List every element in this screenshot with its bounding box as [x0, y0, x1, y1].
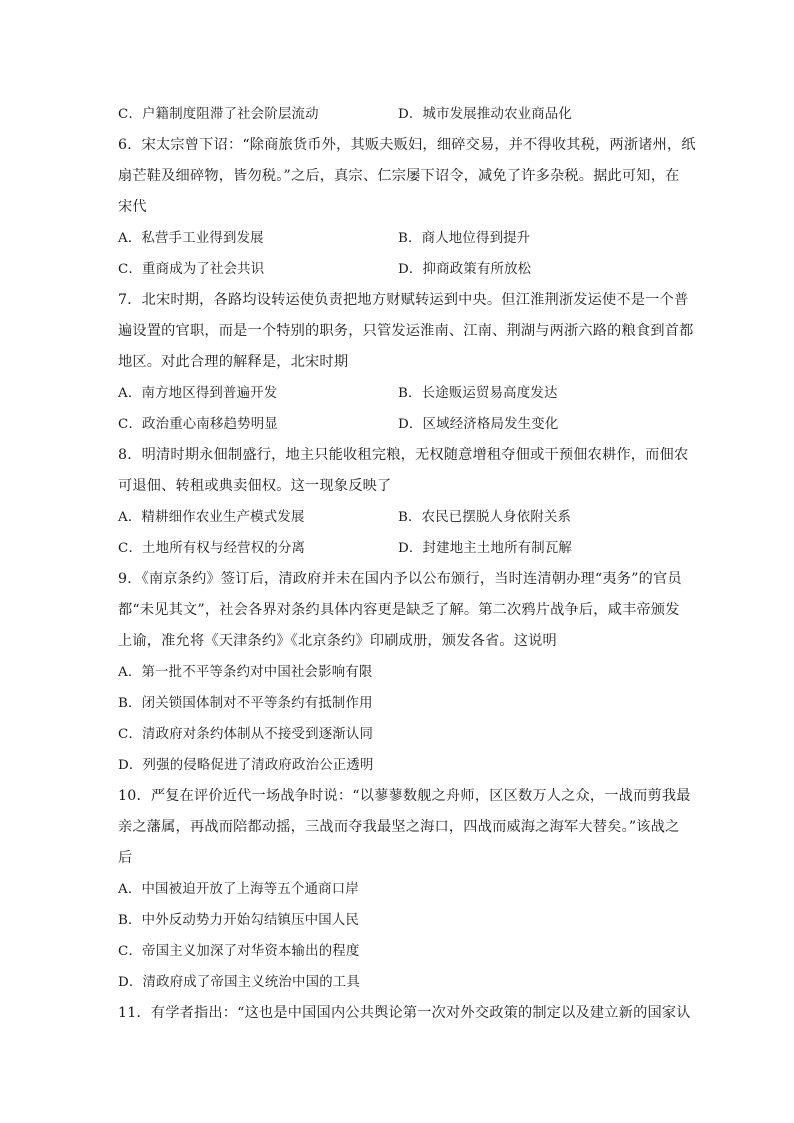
q8-option-c: C．土地所有权与经营权的分离	[118, 541, 306, 556]
q9-stem-line-2: 都“未见其文”，社会各界对条约具体内容更是缺乏了解。第二次鸦片战争后，咸丰帝颁发	[118, 602, 680, 618]
q6-stem-line-2: 扇芒鞋及细碎物，皆勿税。”之后，真宗、仁宗屡下诏令，减免了许多杂税。据此可知，在	[118, 168, 680, 184]
q8-option-b: B．农民已摆脱人身依附关系	[398, 510, 572, 525]
q10-option-b: B．中外反动势力开始勾结镇压中国人民	[118, 913, 360, 928]
q10-option-d: D．清政府成了帝国主义统治中国的工具	[118, 975, 360, 990]
q7-option-d: D．区域经济格局发生变化	[398, 417, 559, 432]
q10-option-c: C．帝国主义加深了对华资本输出的程度	[118, 944, 360, 959]
q10-stem-line-1: 10．严复在评价近代一场战争时说：“以蓼蓼数舰之舟师，区区数万人之众，一战而剪我最	[118, 788, 691, 804]
q6-option-b: B．商人地位得到提升	[398, 231, 531, 246]
q7-option-b: B．长途贩运贸易高度发达	[398, 386, 558, 401]
q6-stem-line-3: 宋代	[118, 199, 147, 215]
q7-option-a: A．南方地区得到普遍开发	[118, 386, 278, 401]
q6-option-d: D．抑商政策有所放松	[398, 262, 532, 277]
q6-option-c: C．重商成为了社会共识	[118, 262, 265, 277]
q6-options-ab	[118, 223, 678, 254]
q6-options-cd	[118, 254, 678, 285]
q7-option-c: C．政治重心南移趋势明显	[118, 417, 278, 432]
q7-options-cd	[118, 409, 678, 440]
q7-options-ab	[118, 378, 678, 409]
q9-option-a: A．第一批不平等条约对中国社会影响有限	[118, 665, 373, 680]
q8-stem-line-2: 可退佃、转租或典卖佃权。这一现象反映了	[118, 478, 392, 494]
q9-option-c: C．清政府对条约体制从不接受到逐渐认同	[118, 727, 374, 742]
q9-option-d: D．列强的侵略促进了清政府政治公正透明	[118, 758, 374, 773]
exam-page	[118, 99, 696, 1029]
q7-stem-line-1: 7．北宋时期，各路均设转运使负责把地方财赋转运到中央。但江淮荆浙发运使不是一个普	[118, 292, 689, 308]
q8-option-d: D．封建地主土地所有制瓦解	[398, 541, 573, 556]
q8-options-ab	[118, 502, 678, 533]
q9-option-b: B．闭关锁国体制对不平等条约有抵制作用	[118, 696, 373, 711]
q8-options-cd	[118, 533, 678, 564]
q10-stem-line-3: 后	[118, 850, 133, 866]
q10-stem-line-2: 亲之藩属，再战而陪都动摇，三战而夺我最坚之海口，四战而威海之海军大替矣。”该战之	[118, 819, 680, 835]
q6-stem-line-1: 6．宋太宗曾下诏：“除商旅货币外，其贩夫贩妇，细碎交易，并不得收其税，两浙诸州，纸	[118, 137, 696, 153]
q8-option-a: A．精耕细作农业生产模式发展	[118, 510, 305, 525]
q7-stem-line-2: 遍设置的官职，而是一个特别的职务，只管发运淮南、江南、荆湖与两浙六路的粮食到首都	[118, 323, 694, 339]
q9-stem-line-1: 9．《南京条约》签订后，清政府并未在国内予以公布颁行，当时连清朝办理“夷务”的官员	[118, 571, 682, 587]
q5-options-cd	[118, 99, 678, 130]
q11-stem-line-1: 11．有学者指出：“这也是中国国内公共舆论第一次对外交政策的制定以及建立新的国家认	[118, 1005, 691, 1021]
q5-option-c: C．户籍制度阻滞了社会阶层流动	[118, 107, 319, 122]
q9-stem-line-3: 上谕，准允将《天津条约》《北京条约》印刷成册，颁发各省。这说明	[118, 633, 557, 649]
q10-option-a: A．中国被迫开放了上海等五个通商口岸	[118, 882, 359, 897]
q5-option-d: D．城市发展推动农业商品化	[398, 107, 573, 122]
q7-stem-line-3: 地区。对此合理的解释是，北宋时期	[118, 354, 349, 370]
q8-stem-line-1: 8．明清时期永佃制盛行，地主只能收租完粮，无权随意增租夺佃或干预佃农耕作，而佃农	[118, 447, 689, 463]
q6-option-a: A．私营手工业得到发展	[118, 231, 264, 246]
